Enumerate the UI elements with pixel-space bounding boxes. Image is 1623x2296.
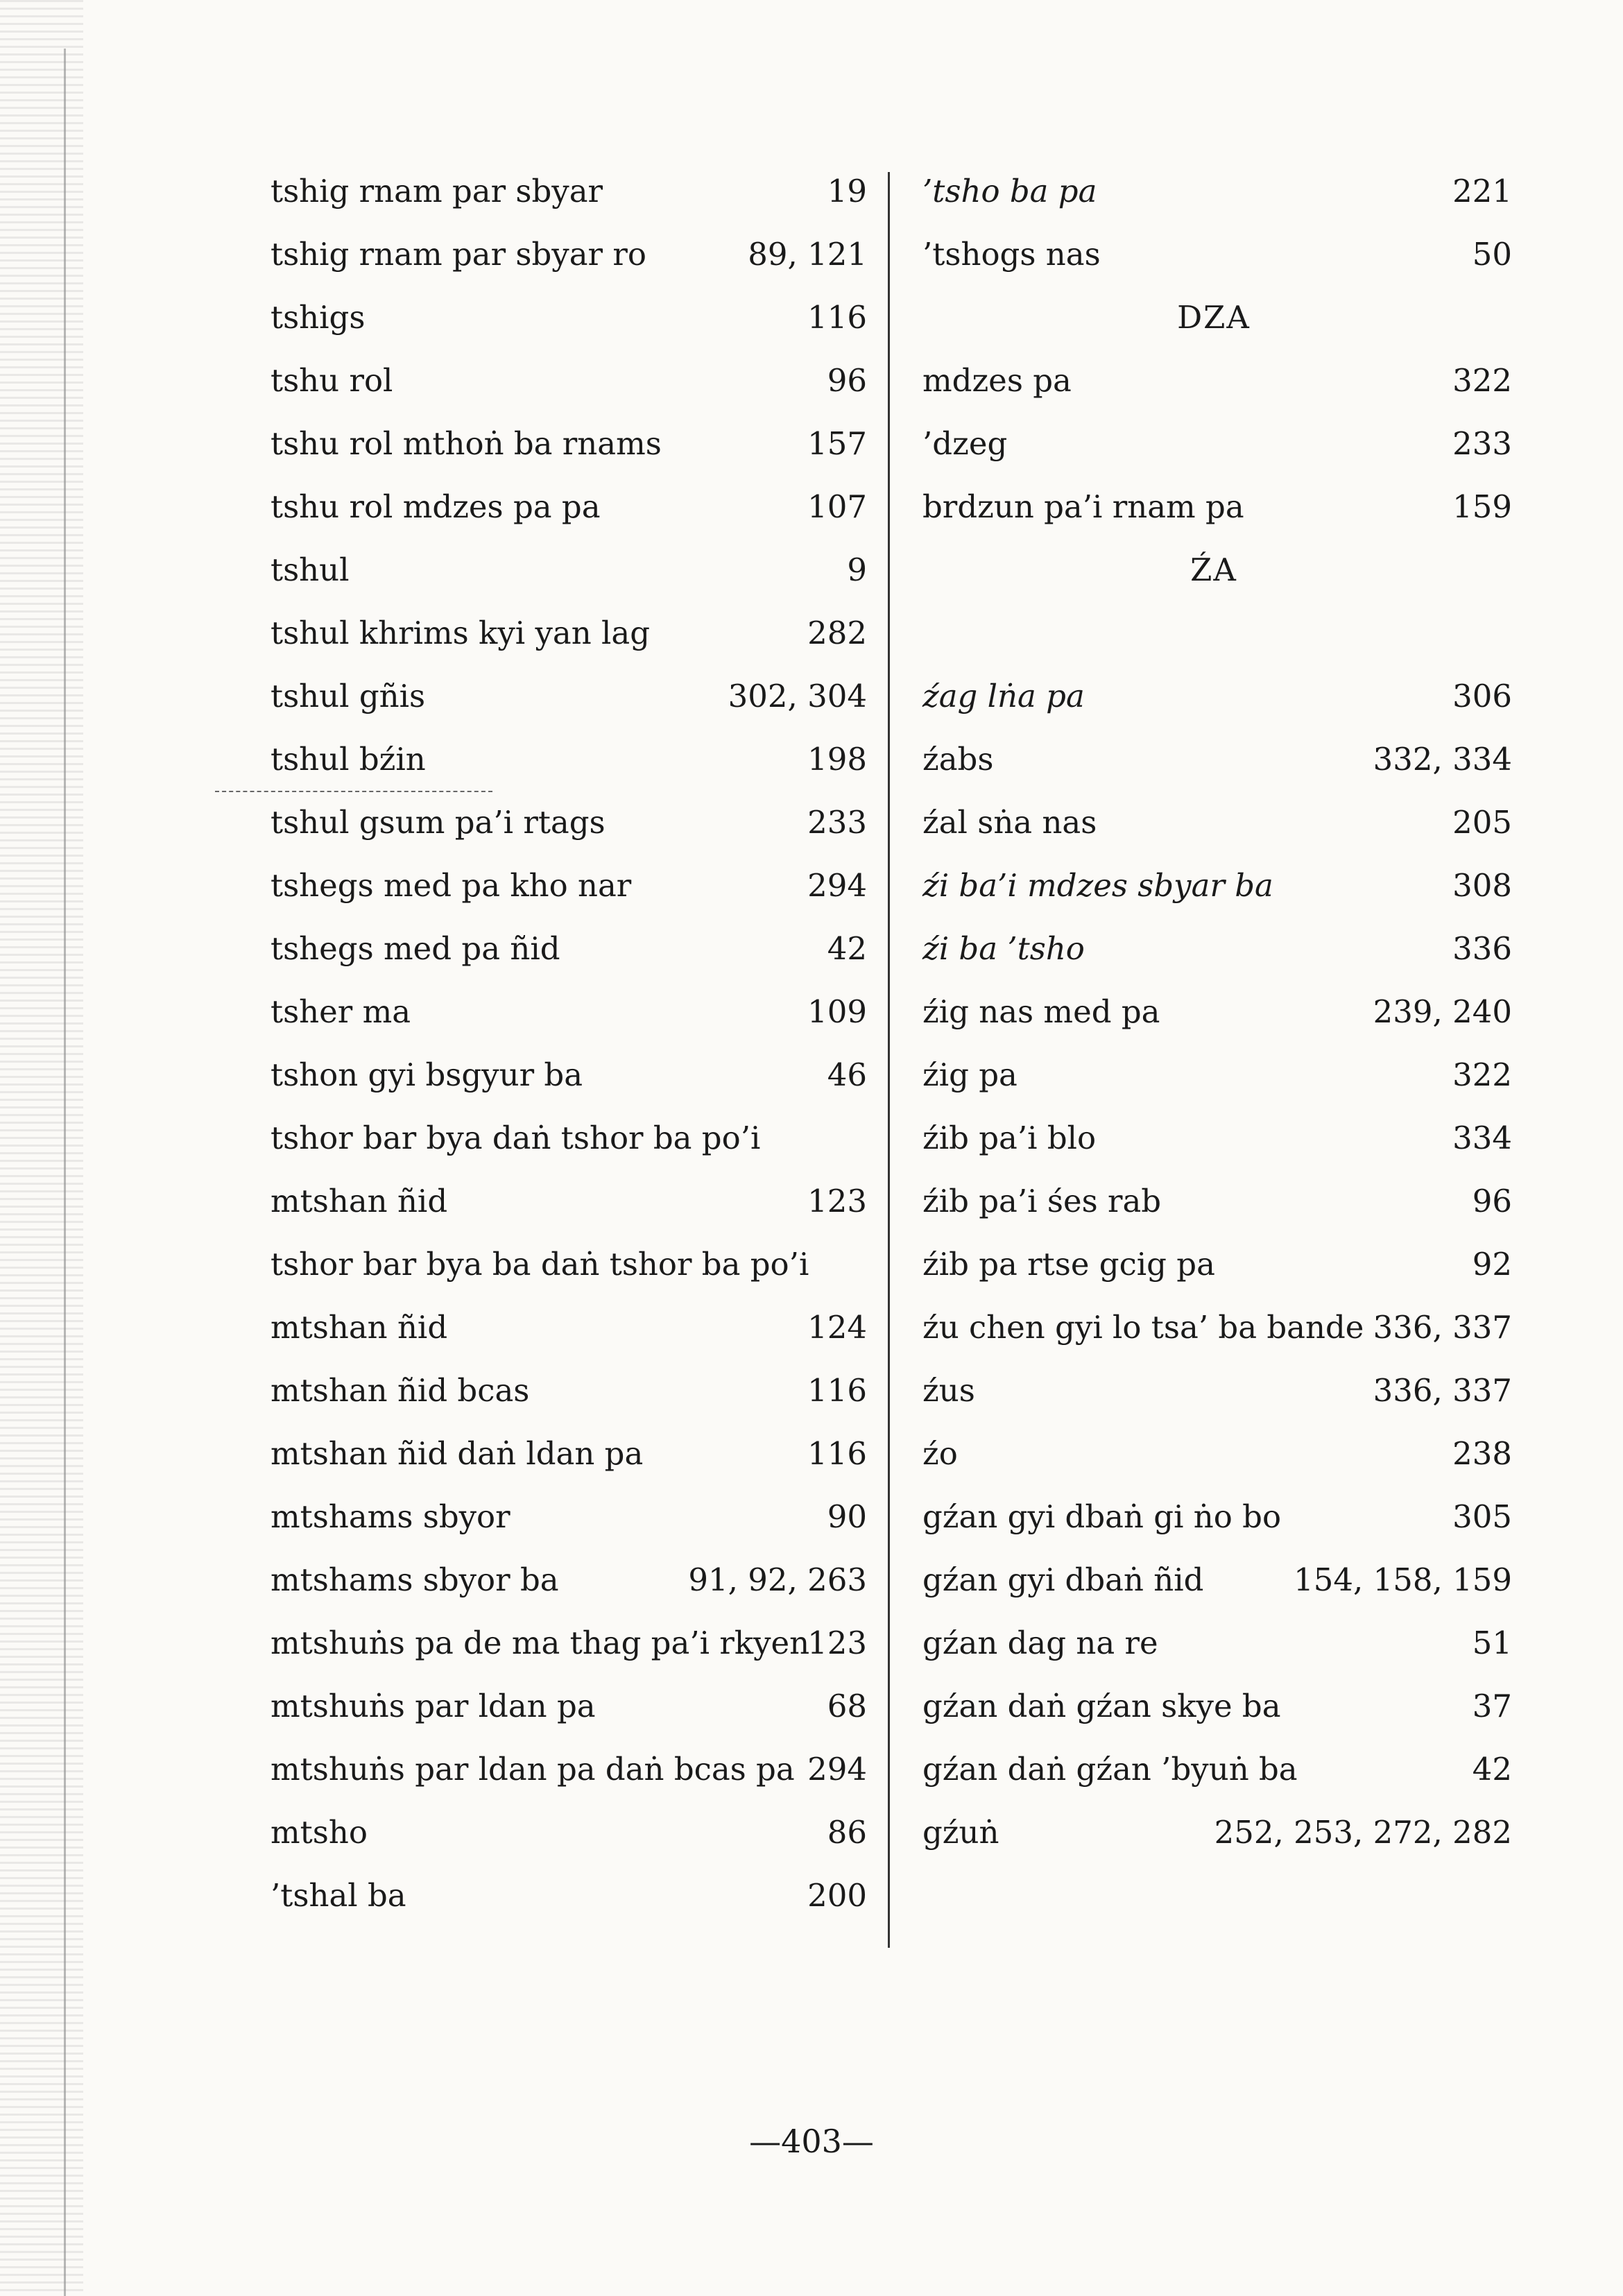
index-entry [250, 665, 881, 728]
entry-term: gźuṅ [922, 1814, 999, 1851]
index-entry [250, 980, 881, 1043]
entry-pages: 91, 92, 263 [688, 1561, 867, 1598]
entry-pages: 157 [807, 425, 867, 462]
index-entry [250, 160, 881, 223]
entry-term: mtshams sbyor [270, 1498, 510, 1535]
entry-term: źib pa’i śes rab [922, 1183, 1162, 1219]
index-right-column [902, 160, 1526, 1864]
index-entry [250, 917, 881, 980]
entry-pages: 305 [1452, 1498, 1512, 1535]
entry-term: źal sṅa nas [922, 804, 1097, 841]
entry-pages: 336, 337 [1373, 1309, 1512, 1346]
entry-term: gźan dag na re [922, 1625, 1158, 1661]
index-entry [250, 1548, 881, 1611]
entry-term: tshul bźin [270, 741, 426, 778]
entry-term: ’dzeg [922, 425, 1008, 462]
entry-term: gźan gyi dbaṅ gi ṅo bo [922, 1498, 1282, 1535]
index-entry [902, 223, 1526, 286]
index-entry [250, 1801, 881, 1864]
entry-term: tshigs [270, 299, 366, 336]
index-entry [902, 665, 1526, 728]
entry-term: tshig rnam par sbyar ro [270, 236, 646, 273]
entry-pages: 233 [807, 804, 867, 841]
entry-pages: 322 [1452, 362, 1512, 399]
index-entry [902, 980, 1526, 1043]
entry-pages: 308 [1452, 867, 1512, 904]
entry-term: źabs [922, 741, 994, 778]
entry-term: tshegs med pa kho nar [270, 867, 632, 904]
entry-pages: 159 [1452, 488, 1512, 525]
entry-pages: 37 [1472, 1688, 1512, 1724]
index-entry [902, 1170, 1526, 1233]
index-entry [902, 854, 1526, 917]
entry-pages: 51 [1472, 1625, 1512, 1661]
entry-term: mtshan ñid [270, 1183, 448, 1219]
index-entry [250, 538, 881, 601]
entry-pages: 294 [807, 867, 867, 904]
entry-term: ’tshogs nas [922, 236, 1101, 273]
entry-term: źu chen gyi lo tsa’ ba bande [922, 1309, 1364, 1346]
index-entry [902, 728, 1526, 791]
index-entry [250, 1864, 881, 1927]
index-entry [250, 475, 881, 538]
index-entry [250, 791, 881, 854]
index-entry [902, 1106, 1526, 1170]
entry-pages: 322 [1452, 1056, 1512, 1093]
entry-term: gźan daṅ gźan ’byuṅ ba [922, 1751, 1298, 1788]
entry-term: mtshuṅs par ldan pa [270, 1688, 596, 1724]
entry-pages: 252, 253, 272, 282 [1214, 1814, 1512, 1851]
entry-term: tshu rol mthoṅ ba rnams [270, 425, 662, 462]
entry-pages: 334 [1452, 1120, 1512, 1156]
entry-term: źus [922, 1372, 975, 1409]
entry-term: tshul [270, 551, 350, 588]
entry-pages: 116 [807, 1372, 867, 1409]
index-entry [250, 1611, 881, 1674]
entry-pages: 116 [807, 1435, 867, 1472]
entry-term: tshu rol [270, 362, 393, 399]
entry-pages: 50 [1472, 236, 1512, 273]
entry-pages: 332, 334 [1373, 741, 1512, 778]
entry-pages: 233 [1452, 425, 1512, 462]
entry-term: tshu rol mdzes pa pa [270, 488, 601, 525]
index-entry [250, 728, 881, 791]
index-entry [250, 223, 881, 286]
entry-term: mtshan ñid daṅ ldan pa [270, 1435, 644, 1472]
entry-pages: 123 [807, 1625, 867, 1661]
entry-term: mtshams sbyor ba [270, 1561, 559, 1598]
entry-term: gźan daṅ gźan skye ba [922, 1688, 1281, 1724]
entry-pages: 154, 158, 159 [1294, 1561, 1512, 1598]
index-entry [902, 1548, 1526, 1611]
entry-pages: 9 [847, 551, 867, 588]
entry-pages: 302, 304 [728, 678, 867, 714]
entry-term: źig nas med pa [922, 993, 1160, 1030]
binding-line [64, 49, 66, 2296]
entry-pages: 96 [827, 362, 867, 399]
index-entry [250, 854, 881, 917]
entry-pages: 336, 337 [1373, 1372, 1512, 1409]
index-entry [250, 1170, 881, 1233]
index-entry [250, 349, 881, 412]
entry-term: źig pa [922, 1056, 1017, 1093]
index-entry [250, 601, 881, 665]
entry-pages: 306 [1452, 678, 1512, 714]
entry-term: tshor bar bya ba daṅ tshor ba po’i [270, 1246, 809, 1283]
column-divider [888, 172, 890, 1948]
entry-pages: 68 [827, 1688, 867, 1724]
entry-pages: 205 [1452, 804, 1512, 841]
entry-pages: 294 [807, 1751, 867, 1788]
entry-pages: 46 [827, 1056, 867, 1093]
entry-term: źag lṅa pa [922, 678, 1085, 714]
entry-pages: 336 [1452, 930, 1512, 967]
index-entry [902, 917, 1526, 980]
entry-pages: 89, 121 [748, 236, 867, 273]
index-entry [902, 349, 1526, 412]
entry-pages: 116 [807, 299, 867, 336]
binding-shadow [0, 0, 83, 2296]
entry-term: źib pa’i blo [922, 1120, 1097, 1156]
entry-pages: 42 [1472, 1751, 1512, 1788]
index-entry [250, 1738, 881, 1801]
entry-pages: 19 [827, 173, 867, 209]
index-entry [902, 1233, 1526, 1296]
entry-pages: 123 [807, 1183, 867, 1219]
index-entry [250, 1043, 881, 1106]
index-entry [250, 1674, 881, 1738]
index-entry [902, 1611, 1526, 1674]
index-entry [250, 1359, 881, 1422]
index-entry [902, 1801, 1526, 1864]
index-entry [250, 412, 881, 475]
entry-pages: 200 [807, 1877, 867, 1914]
entry-term: gźan gyi dbaṅ ñid [922, 1561, 1204, 1598]
index-entry [250, 286, 881, 349]
entry-pages: 92 [1472, 1246, 1512, 1283]
entry-term: mtshuṅs pa de ma thag pa’i rkyen [270, 1625, 810, 1661]
entry-term: źi ba’i mdzes sbyar ba [922, 867, 1273, 904]
entry-term: tshul gñis [270, 678, 426, 714]
index-entry [250, 1296, 881, 1359]
entry-term: tshul khrims kyi yan lag [270, 615, 651, 651]
section-heading-dza: DZA [1177, 299, 1251, 336]
index-entry [902, 475, 1526, 538]
index-entry [250, 1485, 881, 1548]
page-number: —403— [749, 2123, 874, 2160]
index-entry [902, 412, 1526, 475]
entry-pages: 239, 240 [1373, 993, 1512, 1030]
entry-term: źo [922, 1435, 958, 1472]
index-entry [250, 1106, 881, 1170]
entry-term: mtshan ñid [270, 1309, 448, 1346]
entry-pages: 124 [807, 1309, 867, 1346]
entry-term: tshor bar bya daṅ tshor ba po’i [270, 1120, 761, 1156]
entry-term: źi ba ’tsho [922, 930, 1085, 967]
entry-term: tshul gsum pa’i rtags [270, 804, 606, 841]
entry-term: ’tshal ba [270, 1877, 406, 1914]
index-entry [902, 1422, 1526, 1485]
index-entry [902, 1296, 1526, 1359]
entry-pages: 221 [1452, 173, 1512, 209]
entry-term: ’tsho ba pa [922, 173, 1097, 209]
section-heading-za: ŹA [1190, 551, 1237, 588]
index-entry [902, 1485, 1526, 1548]
entry-term: mtshuṅs par ldan pa daṅ bcas pa [270, 1751, 795, 1788]
index-entry [250, 1233, 881, 1296]
index-entry [902, 160, 1526, 223]
entry-term: tshegs med pa ñid [270, 930, 560, 967]
entry-term: tsher ma [270, 993, 411, 1030]
entry-pages: 96 [1472, 1183, 1512, 1219]
entry-pages: 86 [827, 1814, 867, 1851]
entry-term: brdzun pa’i rnam pa [922, 488, 1244, 525]
entry-pages: 198 [807, 741, 867, 778]
entry-pages: 109 [807, 993, 867, 1030]
entry-term: mdzes pa [922, 362, 1072, 399]
index-entry [902, 1674, 1526, 1738]
index-entry [902, 1359, 1526, 1422]
entry-term: źib pa rtse gcig pa [922, 1246, 1215, 1283]
entry-term: mtsho [270, 1814, 368, 1851]
entry-pages: 107 [807, 488, 867, 525]
entry-pages: 238 [1452, 1435, 1512, 1472]
entry-term: mtshan ñid bcas [270, 1372, 530, 1409]
underline-mark [215, 791, 492, 794]
index-entry [902, 791, 1526, 854]
entry-pages: 282 [807, 615, 867, 651]
index-left-column [250, 160, 881, 1927]
entry-term: tshig rnam par sbyar [270, 173, 603, 209]
entry-pages: 90 [827, 1498, 867, 1535]
index-entry [902, 1043, 1526, 1106]
entry-pages: 42 [827, 930, 867, 967]
entry-term: tshon gyi bsgyur ba [270, 1056, 583, 1093]
index-entry [902, 1738, 1526, 1801]
index-entry [250, 1422, 881, 1485]
